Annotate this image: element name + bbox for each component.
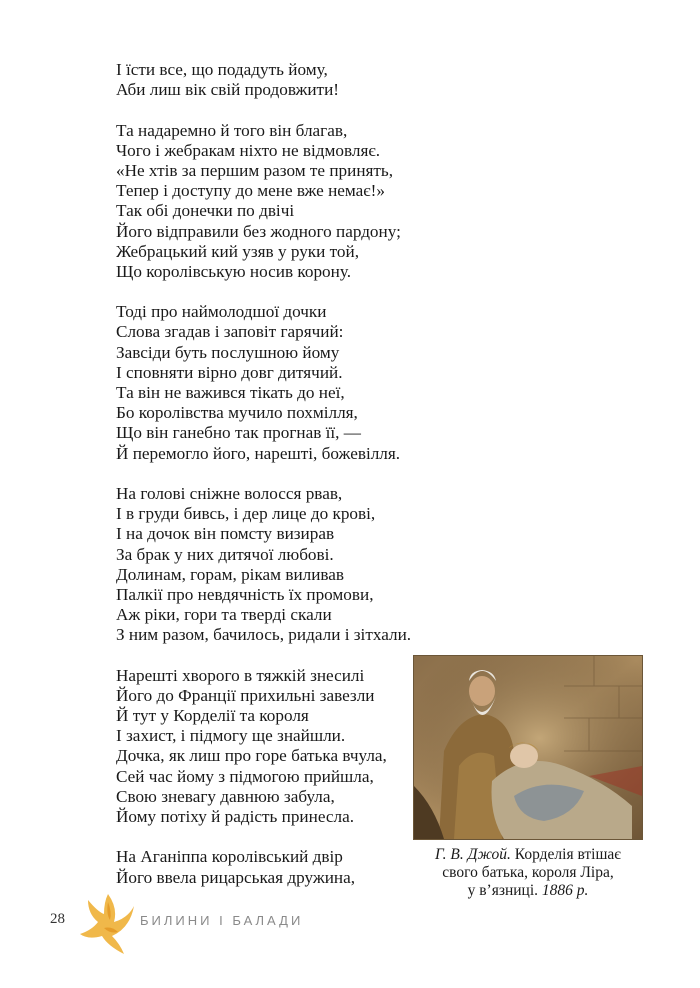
stanza [116, 60, 416, 100]
caption-text-1: Корделія втішає [510, 846, 621, 863]
poem-line: І на дочок він помсту визирав [116, 524, 335, 544]
poem-line: І в груди бивсь, і дер лице до крові, [116, 504, 376, 524]
section-title: БИЛИНИ І БАЛАДИ [140, 913, 304, 928]
poem-line: Бо королівства мучило похмілля, [116, 403, 358, 423]
poem-line: Нарешті хворого в тяжкій знесилі [116, 665, 365, 685]
poem-line: Долинам, горам, рікам виливав [116, 564, 345, 584]
poem-line: Що він ганебно так прогнав її, — [116, 423, 361, 443]
poem-line: І їсти все, що подадуть йому, [116, 60, 328, 79]
poem-line: Тепер і доступу до мене вже немає!» [116, 181, 385, 201]
painting-image [414, 656, 642, 839]
caption-author: Г. В. Джой. [435, 846, 511, 863]
poem-line: Його до Франції прихильні завезли [116, 685, 375, 705]
poem-line: Завсіди буть послушною йому [116, 342, 340, 362]
poem-line: На Аганіппа королівський двір [116, 847, 343, 867]
painting-caption [406, 846, 650, 900]
poem-line: Й тут у Корделії та короля [116, 706, 309, 725]
poem-line: Та надаремно й того він благав, [116, 120, 348, 140]
poem-line: Слова згадав і заповіт гарячий: [116, 322, 344, 342]
poem-line: Так обі донечки по двічі [116, 201, 295, 221]
poem-line: Аж ріки, гори та тверді скали [116, 605, 332, 625]
page-number: 28 [50, 911, 65, 927]
poem-line: І сповняти вірно довг дитячий. [116, 362, 343, 382]
poem-line: Й перемогло його, нарешті, божевілля. [116, 443, 401, 463]
poem-line: Його відправили без жодного пардону; [116, 221, 401, 241]
stanza [116, 302, 416, 464]
stanza [116, 847, 416, 887]
stanza [116, 666, 416, 828]
poem-line: Палкії про невдячність їх промови, [116, 584, 374, 604]
poem-line: І захист, і підмогу ще знайшли. [116, 726, 346, 746]
caption-line-2: свого батька, короля Ліра, [442, 864, 614, 881]
poem [116, 60, 416, 888]
poem-line: Свою зневагу давнюю забула, [116, 786, 335, 806]
phoenix-logo-icon [78, 888, 138, 956]
poem-line: Та він не важився тікать до неї, [116, 383, 345, 402]
caption-line-1 [406, 846, 650, 864]
poem-line: Жебрацький кий узяв у руки той, [116, 241, 360, 261]
poem-line: Аби лиш вік свій продовжити! [116, 80, 339, 100]
poem-line: За брак у них дитячої любові. [116, 544, 334, 564]
caption-year: 1886 р. [541, 882, 589, 899]
caption-line-3 [406, 882, 650, 900]
poem-line: З ним разом, бачилось, ридали і зітхали. [116, 625, 412, 645]
poem-line: Що королівськую носив корону. [116, 261, 352, 281]
poem-line: Його ввела рицарськая дружина, [116, 867, 356, 887]
caption-text-3: у в’язниці. [467, 882, 542, 899]
poem-line: Тоді про наймолодшої дочки [116, 302, 327, 322]
poem-line: На голові сніжне волосся рвав, [116, 483, 343, 503]
poem-line: «Не хтів за першим разом те принять, [116, 160, 394, 180]
poem-line: Дочка, як лиш про горе батька вчула, [116, 746, 387, 766]
poem-line: Сей час йому з підмогою прийшла, [116, 766, 374, 786]
stanza [116, 121, 416, 283]
stanza [116, 484, 416, 646]
poem-line: Чого і жебракам ніхто не відмовляє. [116, 140, 381, 160]
painting-lear-cordelia [413, 655, 643, 840]
poem-line: Йому потіху й радість принесла. [116, 806, 355, 826]
